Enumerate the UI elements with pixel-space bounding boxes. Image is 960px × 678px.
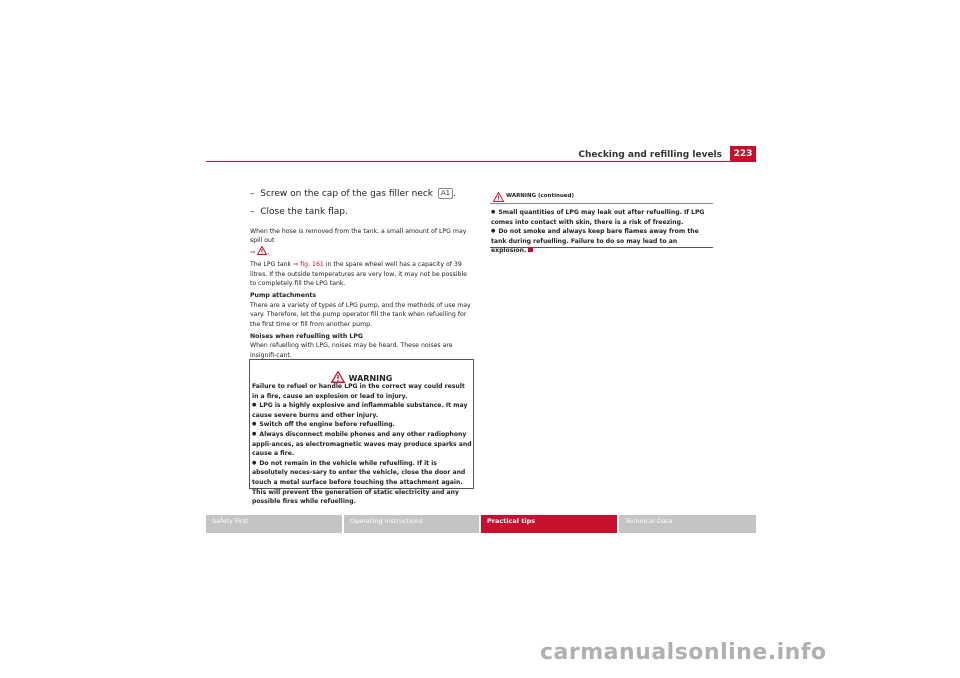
- lpg-tank-text-2: in the spare wheel well has a capacity of 39 litres. If the outside temperatures are very low, it may not be possible to completely fill the LPG tank.: [250, 261, 467, 288]
- noise-text: When refuelling with LPG, noises may be heard. These noises are insignifi-cant.: [250, 342, 453, 359]
- warning-bullet: ● LPG is a highly explosive and inflammable substance. It may cause severe burns and other injury.: [252, 401, 472, 420]
- end-of-section-marker: [528, 247, 533, 252]
- warning-bullet: ● Small quantities of LPG may leak out after refuelling. If LPG comes into contact with skin, there is a risk of freezing.: [491, 208, 713, 227]
- warning-intro: Failure to refuel or handle LPG in the correct way could result in a fire, cause an explosion or lead to injury.: [252, 383, 465, 400]
- ref-arrow[interactable]: ⇒: [250, 248, 256, 256]
- footer-tab-technical-data[interactable]: Technical Data: [619, 515, 756, 533]
- step-text: Screw on the cap of the gas filler neck: [260, 189, 434, 199]
- warning-box: [249, 359, 474, 506]
- header-rule: [206, 161, 756, 162]
- pump-text: There are a variety of types of LPG pump, and the methods of use may vary. Therefore, let the pump operator fill the tank when refuelling for the first time or fill from another pump.: [250, 301, 471, 328]
- footer-tab-operating-instructions[interactable]: Operating instructions: [344, 515, 479, 533]
- warning-bullet: ● Do not remain in the vehicle while refuelling. If it is absolutely neces-sary to enter the vehicle, close the door and touch a metal surface before touching the attachment again. This will prevent the generation of static electricity and any possible fires while refuelling.: [252, 459, 472, 507]
- warning-continued-box: [490, 191, 713, 255]
- warning-bullet: ● Switch off the engine before refuelling.: [252, 420, 472, 430]
- step-screw-cap: [250, 188, 456, 199]
- warning-bullet: ● Always disconnect mobile phones and any other radiophony appli-ances, as electromagnetic waves may produce sparks and cause a fire.: [252, 430, 472, 459]
- warning-continued-content: [491, 208, 713, 256]
- figure-link[interactable]: ⇒ fig. 161: [293, 261, 324, 269]
- ref-badge: A1: [438, 188, 453, 199]
- step-suffix: .: [453, 189, 457, 199]
- hose-note-text: When the hose is removed from the tank, a small amount of LPG may spill out: [250, 228, 467, 245]
- lpg-tank-paragraph: [250, 260, 474, 288]
- step-dash: –: [250, 189, 255, 199]
- watermark: carmanualsonline.info: [540, 640, 827, 665]
- warning-triangle-icon: [257, 246, 267, 255]
- pump-heading: Pump attachments: [250, 292, 316, 300]
- lpg-tank-text-1: The LPG tank: [250, 261, 292, 269]
- warning-triangle-icon: [493, 192, 504, 202]
- step-close-flap: [250, 207, 348, 217]
- step-text: Close the tank flap.: [260, 207, 348, 217]
- warning-continued-header: [490, 191, 713, 204]
- noise-heading: Noises when refuelling with LPG: [250, 333, 363, 341]
- page-number: 223: [730, 146, 756, 162]
- footer-tab-practical-tips[interactable]: Practical tips: [481, 515, 617, 533]
- section-title: Checking and refilling levels: [578, 150, 722, 160]
- warning-heading: WARNING: [348, 374, 393, 383]
- body-text: [250, 227, 474, 360]
- step-dash: –: [250, 207, 255, 217]
- hose-note: When the hose is removed from the tank, a small amount of LPG may spill out ⇒ .: [250, 228, 467, 256]
- footer-tab-safety-first[interactable]: Safety First: [206, 515, 342, 533]
- warning-continued-heading: WARNING (continued): [506, 193, 574, 199]
- warning-bullet: ● Do not smoke and always keep bare flames away from the tank during refuelling. Failure to do so may lead to an explosion.: [491, 227, 713, 256]
- warning-content: [252, 382, 472, 507]
